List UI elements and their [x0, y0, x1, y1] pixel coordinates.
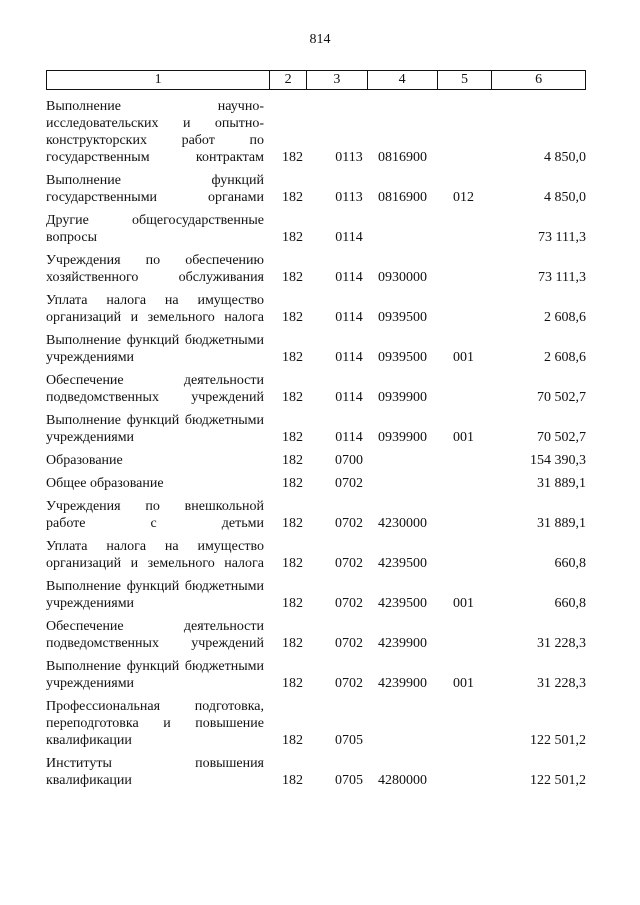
- row-subsection-code: 0114: [335, 390, 363, 405]
- row-expense-type: 001: [453, 676, 474, 691]
- row-name: Выполнение функций бюджетными учреждениями: [46, 659, 264, 691]
- row-section-code: 182: [282, 773, 303, 788]
- row-section-code: 182: [282, 150, 303, 165]
- row-name: Общее образование: [46, 476, 164, 491]
- table-row: [46, 475, 586, 492]
- table-row: [46, 332, 586, 366]
- row-amount: 154 390,3: [530, 453, 586, 468]
- row-amount: 70 502,7: [537, 390, 586, 405]
- row-amount: 660,8: [554, 556, 586, 571]
- row-amount: 122 501,2: [530, 733, 586, 748]
- row-section-code: 182: [282, 516, 303, 531]
- row-expense-type: 001: [453, 350, 474, 365]
- row-amount: 31 889,1: [537, 476, 586, 491]
- row-name: Выполнение функций бюджетными учреждениями: [46, 579, 264, 611]
- row-target-code: 4230000: [378, 516, 427, 531]
- row-section-code: 182: [282, 310, 303, 325]
- row-amount: 4 850,0: [544, 150, 586, 165]
- row-amount: 31 889,1: [537, 516, 586, 531]
- row-subsection-code: 0705: [335, 773, 363, 788]
- header-col-4: 4: [368, 71, 438, 89]
- row-name: Институты повышения квалификации: [46, 756, 264, 788]
- row-section-code: 182: [282, 390, 303, 405]
- row-amount: 31 228,3: [537, 676, 586, 691]
- row-target-code: 0930000: [378, 270, 427, 285]
- row-amount: 2 608,6: [544, 350, 586, 365]
- row-subsection-code: 0113: [335, 190, 363, 205]
- row-section-code: 182: [282, 350, 303, 365]
- row-section-code: 182: [282, 190, 303, 205]
- row-target-code: 0939900: [378, 430, 427, 445]
- row-subsection-code: 0702: [335, 676, 363, 691]
- row-amount: 2 608,6: [544, 310, 586, 325]
- row-subsection-code: 0114: [335, 350, 363, 365]
- header-col-6: 6: [535, 72, 543, 87]
- row-subsection-code: 0702: [335, 636, 363, 651]
- row-amount: 122 501,2: [530, 773, 586, 788]
- table-row: [46, 372, 586, 406]
- table-row: [46, 252, 586, 286]
- row-subsection-code: 0705: [335, 733, 363, 748]
- row-subsection-code: 0702: [335, 556, 363, 571]
- row-name: Учреждения по обеспечению хозяйственного обслуживания: [46, 253, 264, 285]
- row-target-code: 4239900: [378, 636, 427, 651]
- row-expense-type: 012: [453, 190, 474, 205]
- row-subsection-code: 0114: [335, 230, 363, 245]
- row-amount: 31 228,3: [537, 636, 586, 651]
- row-section-code: 182: [282, 476, 303, 491]
- header-col-3: 3: [307, 71, 368, 89]
- row-subsection-code: 0114: [335, 270, 363, 285]
- row-amount: 4 850,0: [544, 190, 586, 205]
- row-name: Выполнение функций бюджетными учреждениями: [46, 413, 264, 445]
- row-target-code: 4239900: [378, 676, 427, 691]
- header-col-1: 1: [47, 71, 270, 89]
- row-name: Уплата налога на имущество организаций и земельного налога: [46, 293, 264, 325]
- row-name: Уплата налога на имущество организаций и земельного налога: [46, 539, 264, 571]
- table-row: [46, 452, 586, 469]
- row-section-code: 182: [282, 430, 303, 445]
- table-row: [46, 618, 586, 652]
- row-section-code: 182: [282, 230, 303, 245]
- table-row: [46, 412, 586, 446]
- row-section-code: 182: [282, 733, 303, 748]
- table-row: [46, 98, 586, 166]
- header-col-2: 2: [270, 71, 307, 89]
- row-target-code: 4280000: [378, 773, 427, 788]
- table-row: [46, 172, 586, 206]
- row-section-code: 182: [282, 270, 303, 285]
- row-target-code: 0939500: [378, 310, 427, 325]
- table-body: [46, 98, 586, 795]
- table-row: [46, 698, 586, 749]
- row-section-code: 182: [282, 453, 303, 468]
- row-section-code: 182: [282, 556, 303, 571]
- table-row: [46, 292, 586, 326]
- table-row: [46, 538, 586, 572]
- row-expense-type: 001: [453, 430, 474, 445]
- row-name: Обеспечение деятельности подведомственных учреждений: [46, 373, 264, 405]
- row-name: Выполнение функций государственными органами: [46, 173, 264, 205]
- row-subsection-code: 0114: [335, 430, 363, 445]
- table-row: [46, 212, 586, 246]
- header-col-5: 5: [438, 71, 493, 89]
- row-subsection-code: 0702: [335, 476, 363, 491]
- table-header: [46, 70, 586, 90]
- row-target-code: 0939900: [378, 390, 427, 405]
- row-section-code: 182: [282, 636, 303, 651]
- row-amount: 73 111,3: [538, 270, 586, 285]
- row-name: Профессиональная подготовка, переподготовка и повышение квалификации: [46, 699, 264, 748]
- row-subsection-code: 0113: [335, 150, 363, 165]
- table-row: [46, 498, 586, 532]
- row-target-code: 0816900: [378, 190, 427, 205]
- row-section-code: 182: [282, 596, 303, 611]
- row-section-code: 182: [282, 676, 303, 691]
- row-amount: 660,8: [554, 596, 586, 611]
- row-target-code: 4239500: [378, 596, 427, 611]
- row-subsection-code: 0700: [335, 453, 363, 468]
- row-target-code: 0816900: [378, 150, 427, 165]
- row-subsection-code: 0114: [335, 310, 363, 325]
- table-row: [46, 755, 586, 789]
- table-row: [46, 658, 586, 692]
- row-name: Учреждения по внешкольной работе с детьми: [46, 499, 264, 531]
- row-amount: 73 111,3: [538, 230, 586, 245]
- row-name: Выполнение функций бюджетными учреждениями: [46, 333, 264, 365]
- row-name: Образование: [46, 453, 123, 468]
- row-subsection-code: 0702: [335, 596, 363, 611]
- page-number: 814: [309, 32, 331, 47]
- row-subsection-code: 0702: [335, 516, 363, 531]
- row-amount: 70 502,7: [537, 430, 586, 445]
- row-name: Другие общегосударственные вопросы: [46, 213, 264, 245]
- row-name: Выполнение научно-исследовательских и опытно-конструкторских работ по государственным контрактам: [46, 99, 264, 165]
- row-name: Обеспечение деятельности подведомственных учреждений: [46, 619, 264, 651]
- row-target-code: 0939500: [378, 350, 427, 365]
- row-expense-type: 001: [453, 596, 474, 611]
- table-row: [46, 578, 586, 612]
- row-target-code: 4239500: [378, 556, 427, 571]
